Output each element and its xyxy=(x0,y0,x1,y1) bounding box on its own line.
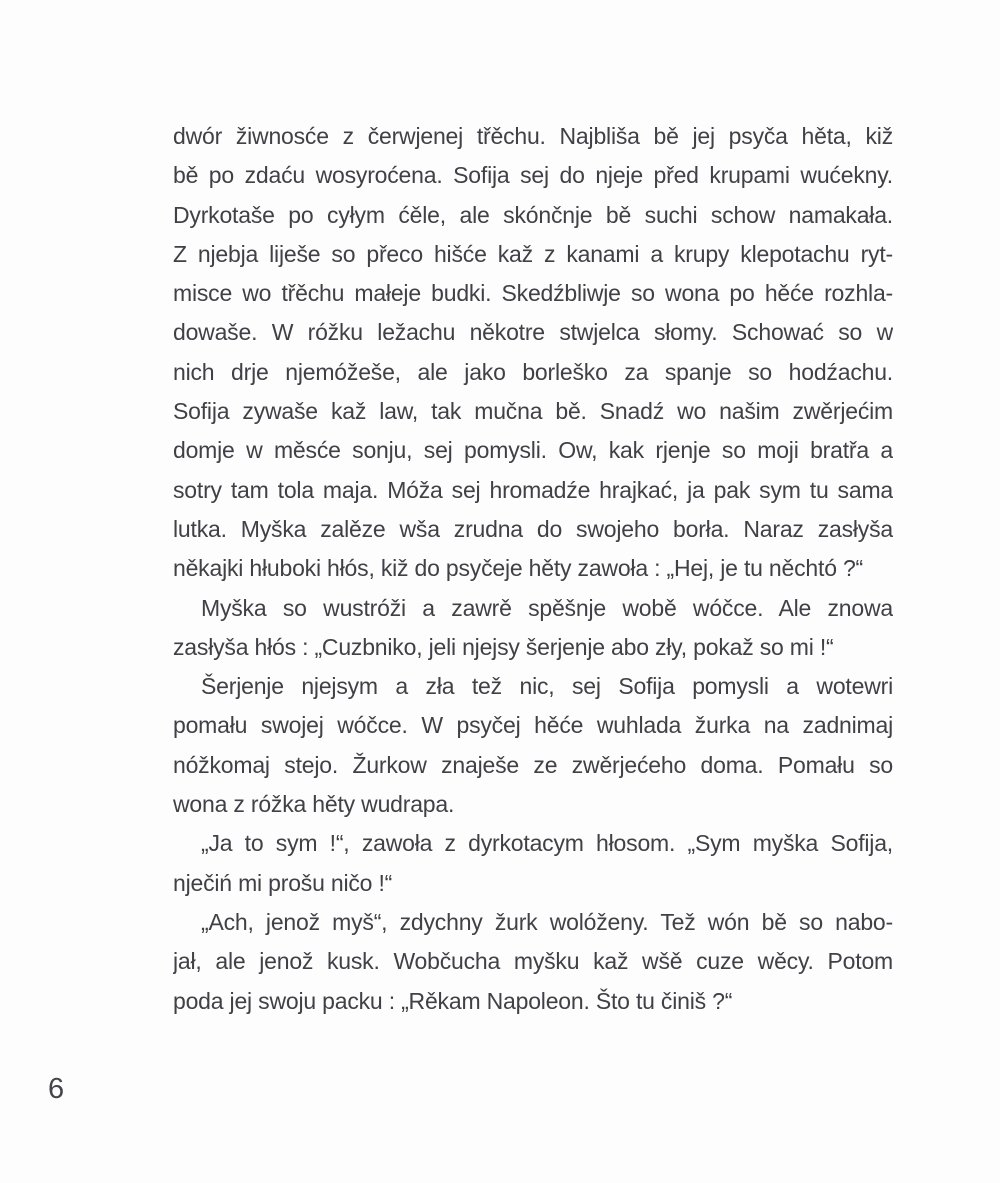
text-line: domje w měsće sonju, sej pomysli. Ow, kak rjenje so moji bratřa a xyxy=(173,437,893,464)
text-line: „Ach, jenož myš“, zdychny žurk wolóženy. Tež wón bě so nabo- xyxy=(201,908,893,935)
text-line: dowaše. W róžku ležachu někotre stwjelca słomy. Schować so w xyxy=(173,319,893,346)
text-line: Z njebja liješe so přeco hišće kaž z kanami a krupy klepotachu ryt- xyxy=(173,240,893,267)
text-line: někajki hłuboki hłós, kiž do psyčeje hěty zawoła : „Hej, je tu něchtó ?“ xyxy=(173,555,864,582)
text-line: bě po zdaću wosyroćena. Sofija sej do njeje před krupami wućekny. xyxy=(173,162,893,189)
text-line: Sofija zywaše kaž law, tak mučna bě. Snadź wo našim zwěrjećim xyxy=(173,398,893,425)
story-text-block xyxy=(173,117,893,1021)
text-line: nječiń mi prošu ničo !“ xyxy=(173,869,393,896)
text-line: lutka. Myška zalěze wša zrudna do swojeho borła. Naraz zasłyša xyxy=(173,515,893,542)
text-line: Dyrkotaše po cyłym ćěle, ale skónčnje bě suchi schow namakała. xyxy=(173,201,893,228)
text-line: wona z róžka hěty wudrapa. xyxy=(173,791,455,818)
text-line: dwór žiwnosće z čerwjenej třěchu. Najbliša bě jej psyča hěta, kiž xyxy=(173,123,893,149)
page-number: 6 xyxy=(48,1073,65,1105)
text-line: sotry tam tola maja. Móža sej hromadźe hrajkać, ja pak sym tu sama xyxy=(173,476,893,503)
text-line: pomału swojej wóčce. W psyčej hěće wuhlada žurka na zadnimaj xyxy=(173,712,893,739)
text-line: misce wo třěchu małeje budki. Skedźbliwje so wona po hěće rozhla- xyxy=(173,280,893,307)
text-line: nich drje njemóžeše, ale jako borleško za spanje so hodźachu. xyxy=(173,358,893,385)
text-line: „Ja to sym !“, zawoła z dyrkotacym hłosom. „Sym myška Sofija, xyxy=(201,830,893,857)
text-line: Šerjenje njejsym a zła tež nic, sej Sofija pomysli a wotewri xyxy=(201,673,893,700)
text-line: Myška so wustróži a zawrě spěšnje wobě wóčce. Ale znowa xyxy=(201,594,893,621)
text-line: zasłyša hłós : „Cuzbniko, jeli njejsy šerjenje abo zły, pokaž so mi !“ xyxy=(173,633,834,660)
text-line: nóžkomaj stejo. Žurkow znaješe ze zwěrjećeho doma. Pomału so xyxy=(173,751,893,778)
text-line: jał, ale jenož kusk. Wobčucha myšku kaž wšě cuze wěcy. Potom xyxy=(173,948,893,975)
text-line: poda jej swoju packu : „Rěkam Napoleon. Što tu činiš ?“ xyxy=(173,987,733,1014)
